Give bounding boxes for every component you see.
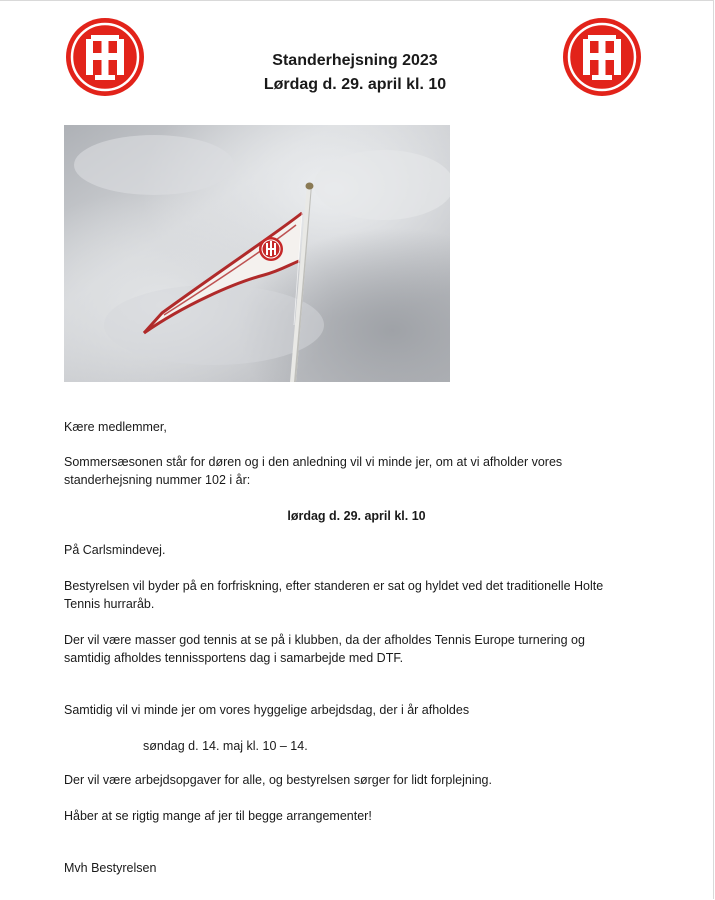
paragraph-3-line-2: samtidig afholdes tennissportens dag i samarbejde med DTF. [64,651,404,665]
paragraph-2-line-2: Tennis hurraråb. [64,597,155,611]
holte-tennis-club-logo-icon [562,17,642,97]
greeting: Kære medlemmer, [64,420,167,434]
title-line-2: Lørdag d. 29. april kl. 10 [263,76,447,93]
paragraph-2-line-1: Bestyrelsen vil byder på en forfriskning, efter standeren er sat og hyldet ved det traditionelle Holte [64,579,604,593]
holte-tennis-club-logo-icon [65,17,145,97]
paragraph-4: Samtidig vil vi minde jer om vores hyggelige arbejdsdag, der i år afholdes [64,703,470,717]
work-day-date: søndag d. 14. maj kl. 10 – 14. [143,739,308,753]
paragraph-3-line-1: Der vil være masser god tennis at se på i klubben, da der afholdes Tennis Europe turnering og [64,633,585,647]
page-title [150,49,560,97]
event-date: lørdag d. 29. april kl. 10 [287,509,426,523]
paragraph-5: Der vil være arbejdsopgaver for alle, og bestyrelsen sørger for lidt forplejning. [64,773,492,787]
title-line-1: Standerhejsning 2023 [272,52,438,69]
signature: Mvh Bestyrelsen [64,861,157,875]
paragraph-1-line-2: standerhejsning nummer 102 i år: [64,473,251,487]
paragraph-6: Håber at se rigtig mange af jer til begge arrangementer! [64,809,372,823]
paragraph-1-line-1: Sommersæsonen står for døren og i den anledning vil vi minde jer, om at vi afholder vores [64,455,563,469]
flag-on-pole-photo [64,125,450,382]
location-text: På Carlsmindevej. [64,543,166,557]
